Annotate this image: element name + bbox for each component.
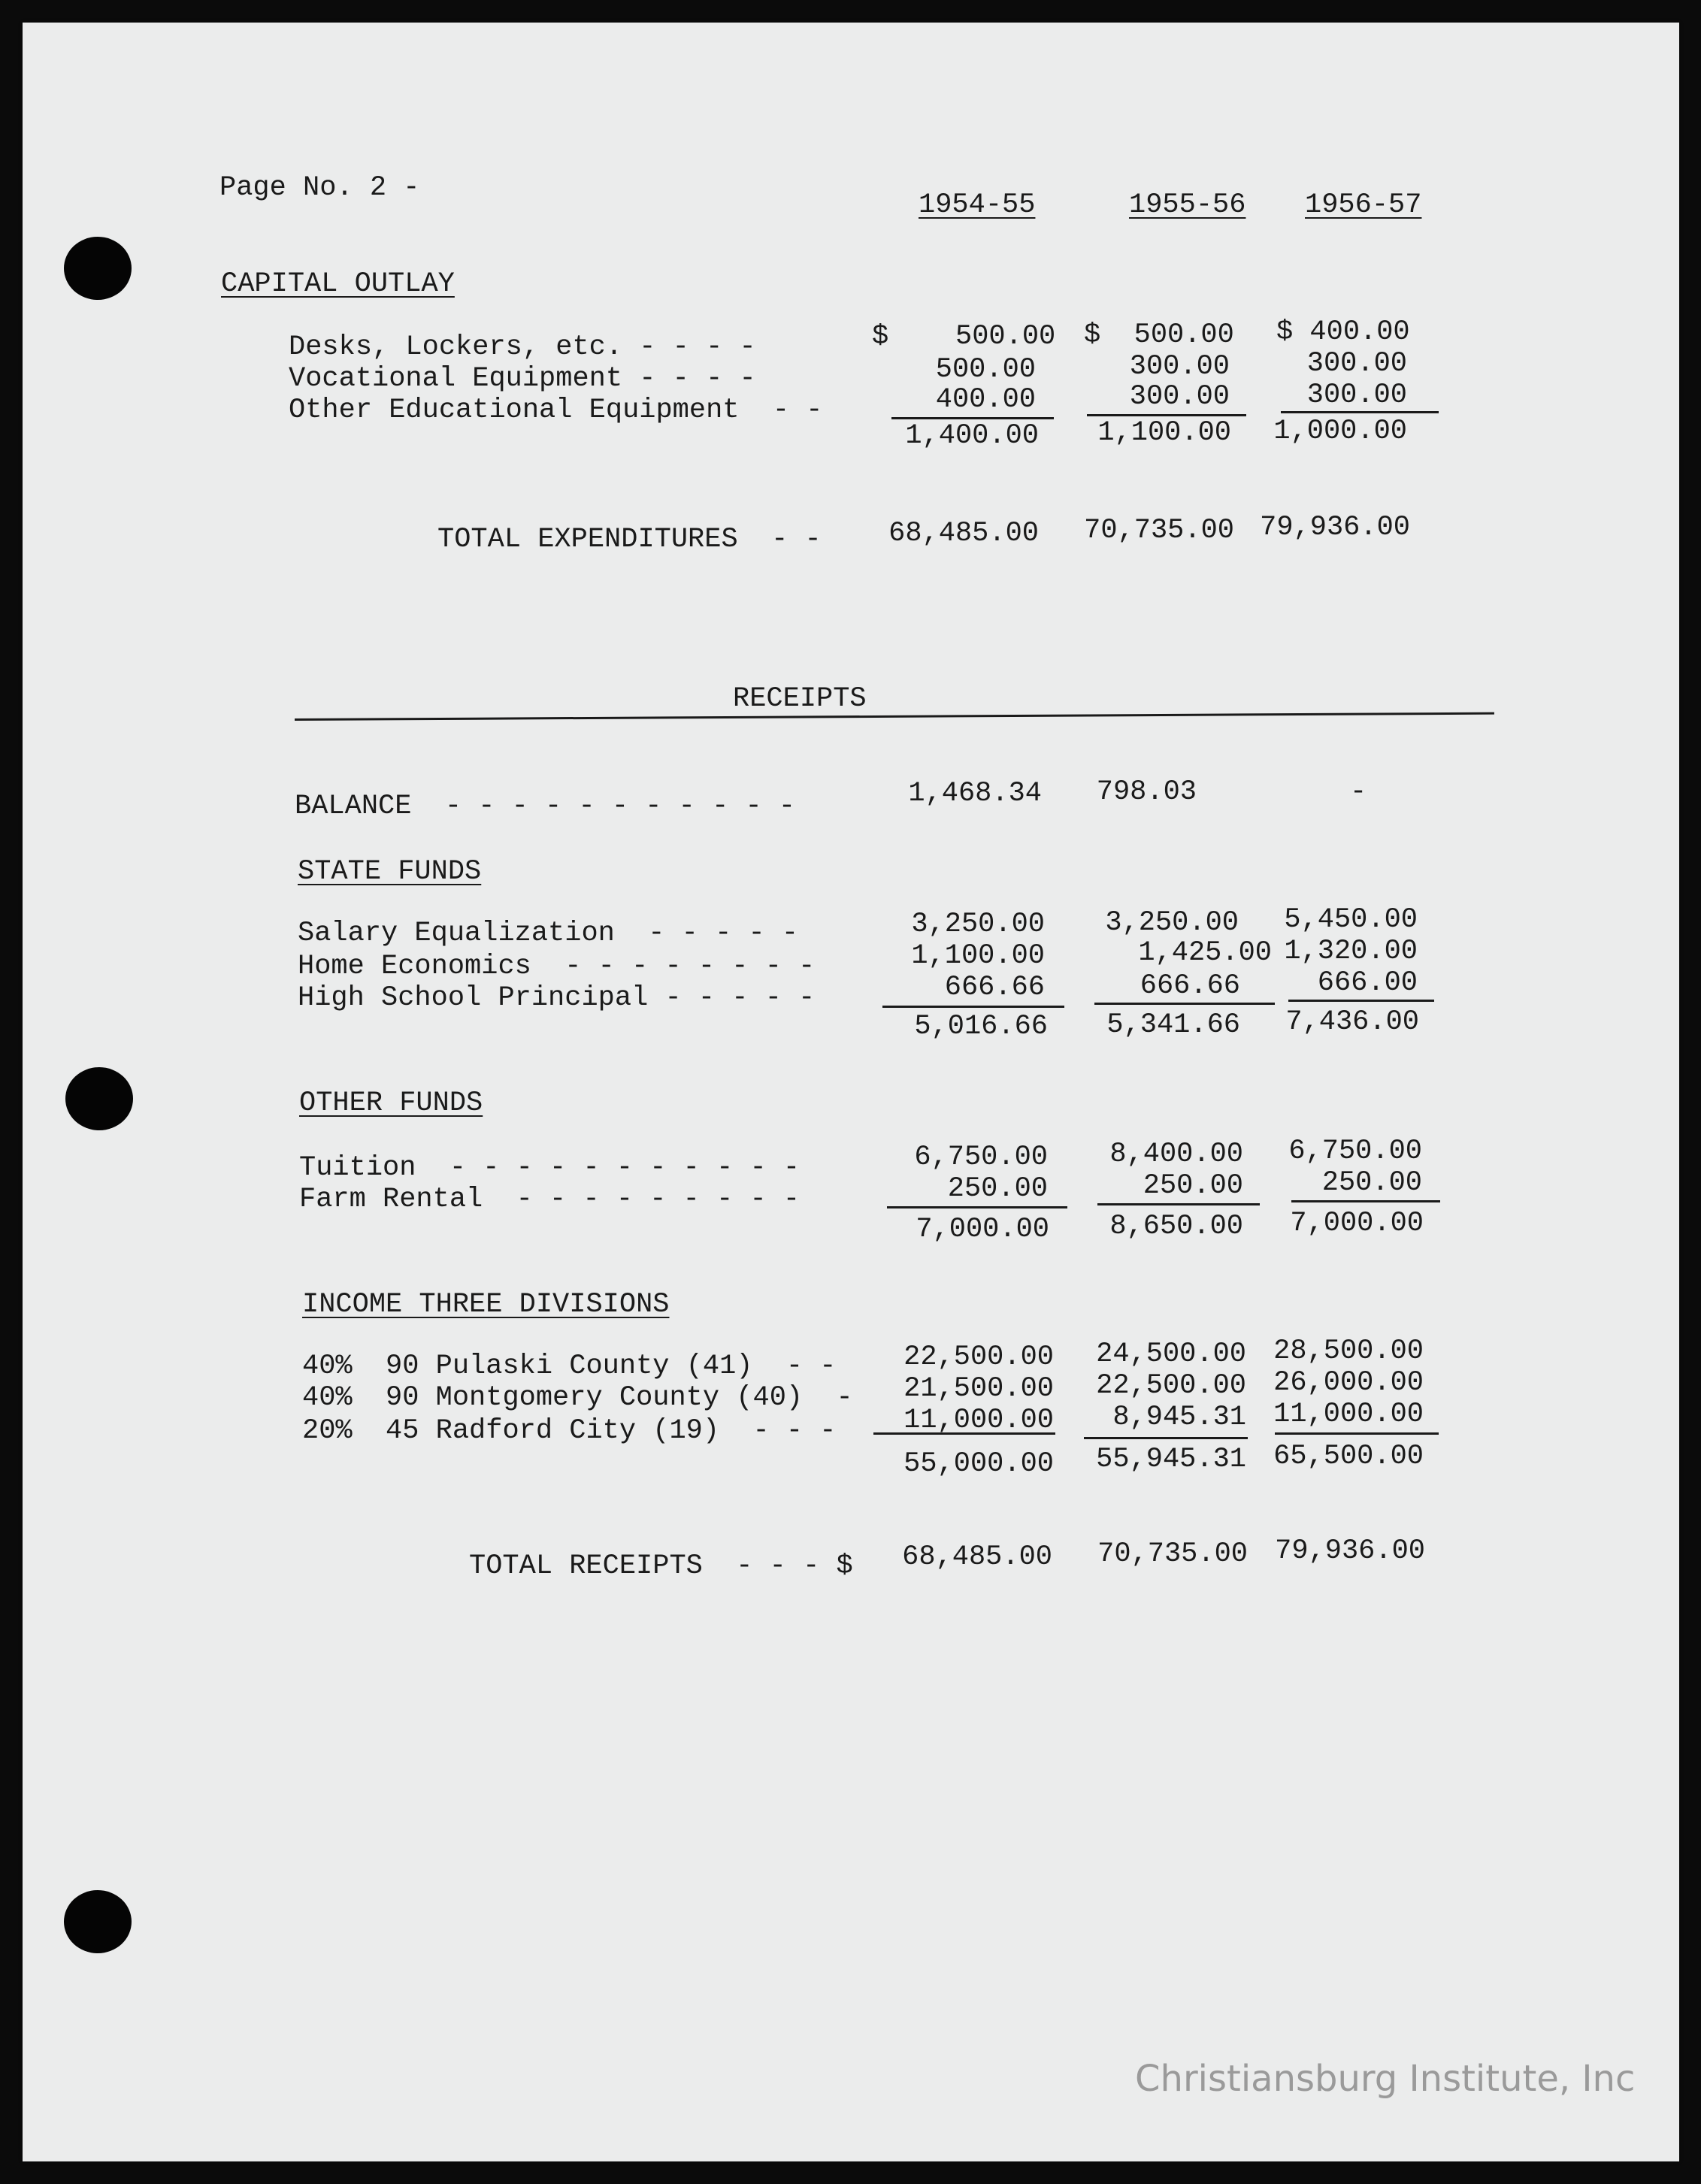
state-funds-row-value: 5,450.00 [1284, 904, 1418, 936]
other-funds-total: 8,650.00 [1109, 1211, 1243, 1242]
subtotal-rule [1094, 1003, 1275, 1005]
capital-outlay-heading: CAPITAL OUTLAY [221, 268, 455, 300]
total-expenditures-value: 68,485.00 [888, 518, 1039, 549]
subtotal-rule [1291, 1200, 1440, 1202]
income-total: 55,945.31 [1096, 1444, 1246, 1475]
income-row-value: 24,500.00 [1096, 1339, 1246, 1370]
capital-outlay-row-value: 300.00 [1129, 351, 1230, 383]
income-row-value: 22,500.00 [1096, 1370, 1246, 1402]
state-funds-total: 5,341.66 [1106, 1009, 1240, 1041]
balance-value: - [1350, 776, 1367, 808]
other-funds-row-value: 250.00 [1321, 1167, 1422, 1199]
document-page [23, 23, 1679, 2161]
receipts-heading: RECEIPTS [733, 683, 867, 715]
income-row-value: 28,500.00 [1273, 1336, 1424, 1367]
state-funds-heading: STATE FUNDS [298, 856, 482, 888]
capital-outlay-row-value: $ 500.00 [872, 321, 1056, 352]
total-receipts-value: 70,735.00 [1097, 1538, 1248, 1570]
capital-outlay-row-value: $ 400.00 [1276, 316, 1410, 348]
income-row-label: 40% 90 Montgomery County (40) - [302, 1382, 853, 1414]
other-funds-row-value: 250.00 [947, 1173, 1048, 1205]
subtotal-rule [891, 417, 1054, 419]
income-total: 65,500.00 [1273, 1441, 1424, 1472]
total-receipts-label: TOTAL RECEIPTS - - - $ [469, 1550, 853, 1582]
total-receipts-value: 68,485.00 [902, 1541, 1052, 1573]
state-funds-row-value: 3,250.00 [1105, 907, 1239, 939]
state-funds-row-value: 666.66 [944, 972, 1045, 1003]
balance-label: BALANCE - - - - - - - - - - - [295, 791, 796, 822]
income-total: 55,000.00 [903, 1448, 1054, 1480]
subtotal-rule [1275, 1432, 1439, 1435]
subtotal-rule [1288, 1000, 1434, 1002]
balance-value: 798.03 [1096, 776, 1197, 808]
state-funds-row-value: 3,250.00 [911, 909, 1045, 940]
income-row-value: 26,000.00 [1273, 1367, 1424, 1399]
punch-hole-middle [65, 1067, 133, 1130]
state-funds-row-label: Home Economics - - - - - - - - [298, 951, 816, 982]
state-funds-row-value: 1,100.00 [911, 940, 1045, 972]
total-expenditures-value: 79,936.00 [1260, 512, 1410, 543]
watermark-text: Christiansburg Institute, Inc [1135, 2058, 1636, 2100]
total-expenditures-label: TOTAL EXPENDITURES - - [437, 524, 822, 555]
other-funds-row-value: 6,750.00 [914, 1142, 1048, 1173]
capital-outlay-row-label: Other Educational Equipment - - [289, 395, 823, 426]
year-header-2: 1955-56 [1129, 189, 1246, 221]
income-row-label: 20% 45 Radford City (19) - - - [302, 1415, 837, 1447]
income-row-value: 22,500.00 [903, 1342, 1054, 1373]
capital-outlay-row-value: 400.00 [935, 384, 1036, 416]
capital-outlay-total: 1,100.00 [1097, 417, 1231, 449]
subtotal-rule [1084, 1437, 1248, 1439]
subtotal-rule [887, 1206, 1067, 1208]
capital-outlay-total: 1,400.00 [905, 420, 1039, 452]
state-funds-row-value: 666.66 [1140, 970, 1240, 1002]
other-funds-row-label: Tuition - - - - - - - - - - - [299, 1152, 801, 1184]
income-row-value: 11,000.00 [1273, 1399, 1424, 1430]
state-funds-row-label: Salary Equalization - - - - - [298, 918, 799, 949]
state-funds-total: 7,436.00 [1285, 1006, 1419, 1038]
other-funds-total: 7,000.00 [1290, 1208, 1424, 1239]
subtotal-rule [1281, 411, 1439, 413]
year-header-1: 1954-55 [919, 189, 1036, 221]
state-funds-row-label: High School Principal - - - - - [298, 982, 816, 1014]
subtotal-rule [873, 1432, 1055, 1435]
state-funds-total: 5,016.66 [914, 1011, 1048, 1042]
state-funds-row-value: 1,425.00 [1138, 937, 1272, 969]
income-row-value: 8,945.31 [1112, 1402, 1246, 1433]
subtotal-rule [882, 1006, 1064, 1008]
total-receipts-value: 79,936.00 [1275, 1535, 1425, 1567]
balance-value: 1,468.34 [908, 778, 1042, 809]
other-funds-row-value: 6,750.00 [1288, 1136, 1422, 1167]
capital-outlay-row-label: Vocational Equipment - - - - [289, 363, 756, 395]
capital-outlay-row-label: Desks, Lockers, etc. - - - - [289, 331, 756, 363]
capital-outlay-row-value: 300.00 [1306, 348, 1407, 380]
capital-outlay-row-value: 500.00 [935, 354, 1036, 386]
income-three-divisions-heading: INCOME THREE DIVISIONS [302, 1289, 670, 1320]
other-funds-row-value: 8,400.00 [1109, 1139, 1243, 1170]
income-row-label: 40% 90 Pulaski County (41) - - [302, 1351, 837, 1382]
other-funds-heading: OTHER FUNDS [299, 1087, 483, 1119]
subtotal-rule [1087, 414, 1246, 416]
punch-hole-top [64, 237, 132, 300]
state-funds-row-value: 1,320.00 [1284, 936, 1418, 967]
other-funds-row-label: Farm Rental - - - - - - - - - [299, 1184, 801, 1215]
state-funds-row-value: 666.00 [1317, 967, 1418, 999]
capital-outlay-row-value: 300.00 [1306, 380, 1407, 411]
capital-outlay-row-value: 300.00 [1129, 381, 1230, 413]
income-row-value: 21,500.00 [903, 1373, 1054, 1405]
capital-outlay-total: 1,000.00 [1273, 416, 1407, 447]
year-header-3: 1956-57 [1305, 189, 1422, 221]
total-expenditures-value: 70,735.00 [1084, 515, 1234, 546]
other-funds-total: 7,000.00 [916, 1214, 1049, 1245]
other-funds-row-value: 250.00 [1143, 1170, 1243, 1202]
subtotal-rule [1097, 1203, 1260, 1205]
income-row-value: 11,000.00 [903, 1405, 1054, 1436]
punch-hole-bottom [64, 1890, 132, 1953]
page-label: Page No. 2 - [219, 172, 420, 204]
capital-outlay-row-value: $ 500.00 [1084, 319, 1234, 351]
